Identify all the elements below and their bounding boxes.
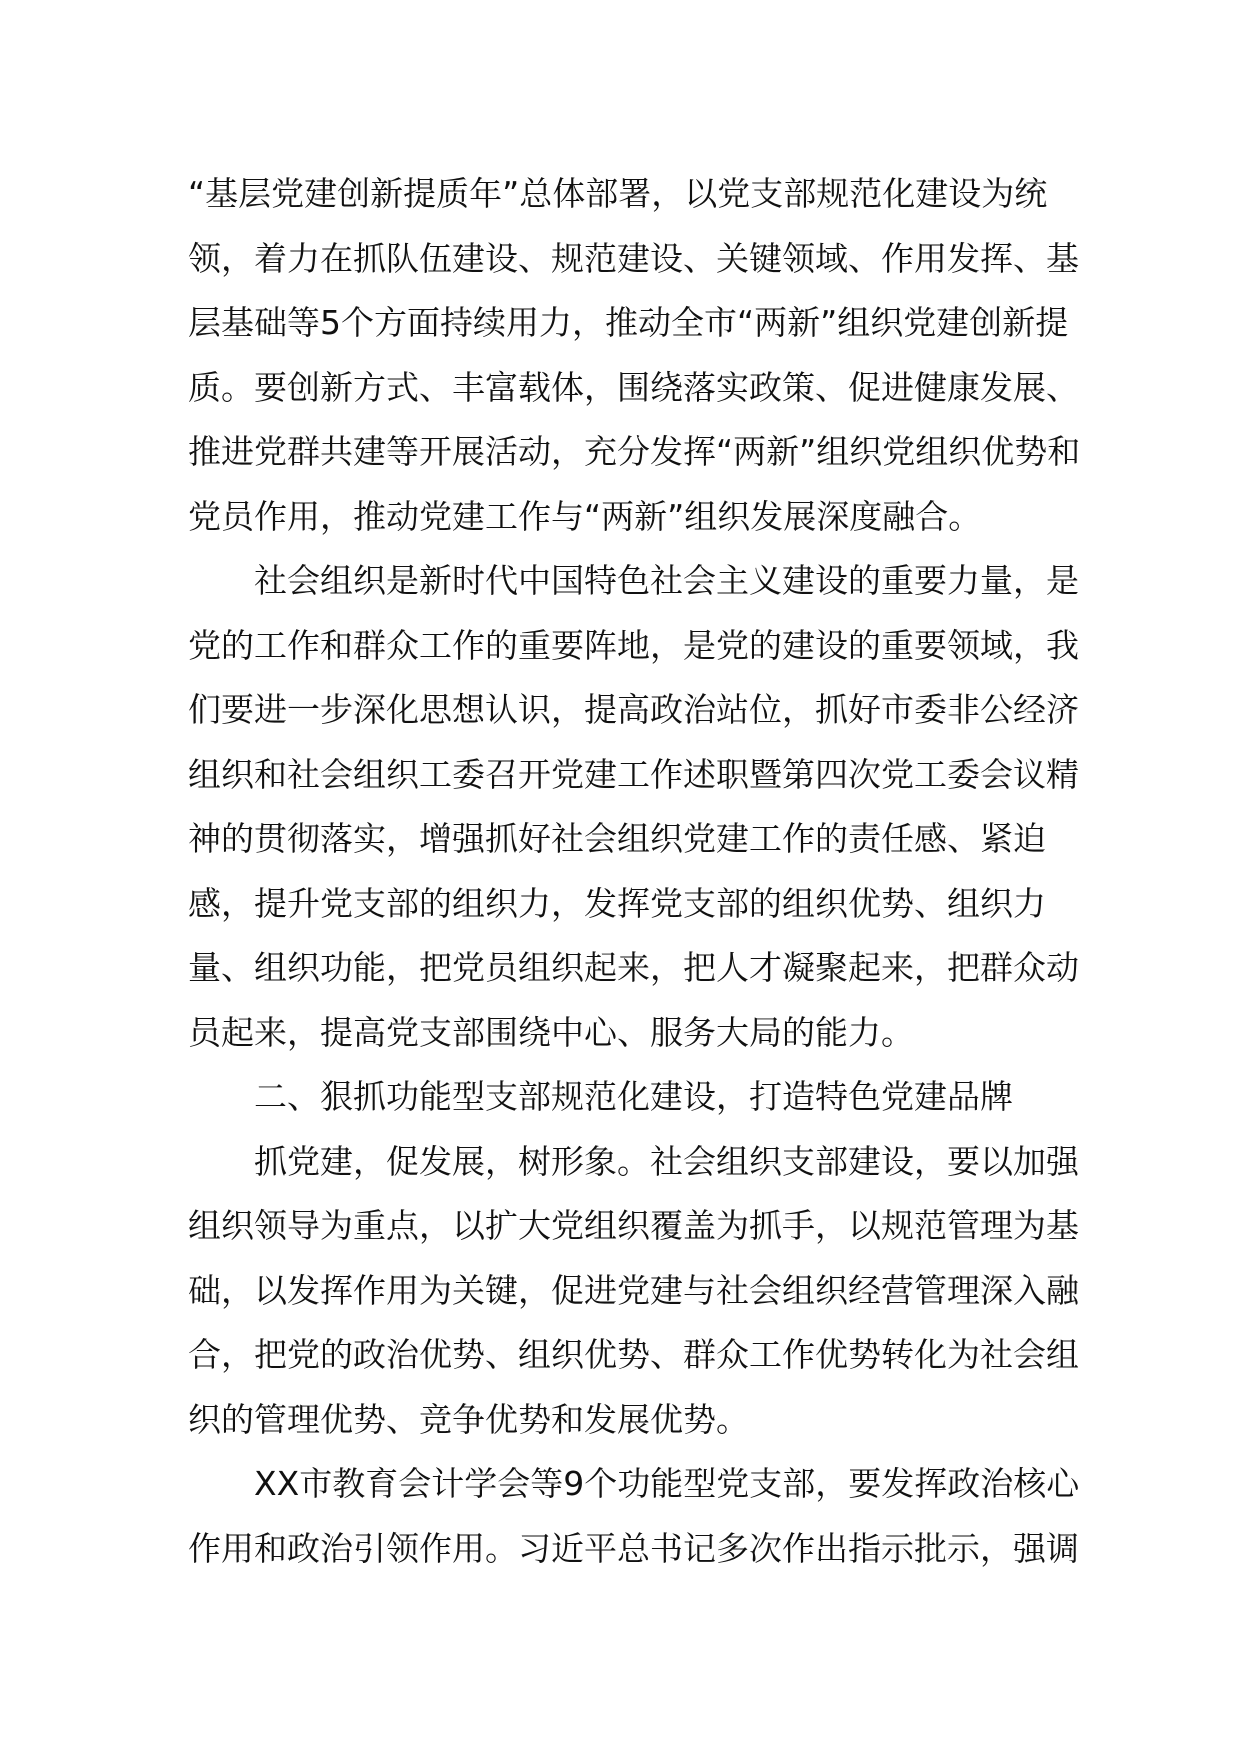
section-heading: 二、狠抓功能型支部规范化建设，打造特色党建品牌 xyxy=(254,1077,1013,1116)
paragraph-continuation: “基层党建创新提质年”总体部署，以党支部规范化建设为统领，着力在抓队伍建设、规范建设、关键领域、作用发挥、基层基础等5个方面持续用力，推动全市“两新”组织党建创新提质。要创新方式、丰富载体，围绕落实政策、促进健康发展、推进党群共建等开展活动，充分发挥“两新”组织党组织优势和党员作用，推动党建工作与“两新”组织发展深度融合。 xyxy=(188,174,1081,536)
paragraph-social-organizations: 社会组织是新时代中国特色社会主义建设的重要力量，是党的工作和群众工作的重要阵地，是党的建设的重要领域，我们要进一步深化思想认识，提高政治站位，抓好市委非公经济组织和社会组织工委召开党建工作述职暨第四次党工委会议精神的贯彻落实，增强抓好社会组织党建工作的责任感、紧迫感，提升党支部的组织力，发挥党支部的组织优势、组织力量、组织功能，把党员组织起来，把人才凝聚起来，把群众动员起来，提高党支部围绕中心、服务大局的能力。 xyxy=(188,561,1079,1052)
paragraph-party-building: 抓党建，促发展，树形象。社会组织支部建设，要以加强组织领导为重点，以扩大党组织覆盖为抓手，以规范管理为基础，以发挥作用为关键，促进党建与社会组织经营管理深入融合，把党的政治优势、组织优势、群众工作优势转化为社会组织的管理优势、竞争优势和发展优势。 xyxy=(188,1141,1079,1439)
paragraph-functional-branches: XX市教育会计学会等9个功能型党支部，要发挥政治核心作用和政治引领作用。习近平总书记多次作出指示批示，强调 xyxy=(188,1464,1080,1568)
document-body xyxy=(188,162,1088,1581)
